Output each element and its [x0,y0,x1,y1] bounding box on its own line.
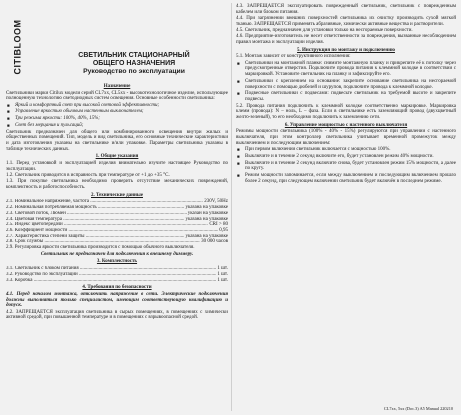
spec-row: 2.2. Номинальная потребляемая мощность ..... указана на упаковке [6,205,228,211]
dimming-item: ■ При первом включении светильник включается с мощностью 100%. [245,147,456,153]
safety-heading: 4. Требования по безопасности [82,285,152,291]
kit-row: 3.2. Руководство по эксплуатации ..... 1 шт. [6,272,228,278]
spec-row: 2.4. Цветовая температура ..... указана на упаковке [6,217,228,223]
spec-row: 2.8. Срок службы ..... 30 000 часов [6,239,228,245]
dimmer-warning: Светильник не предназначен для подключения к внешнему диммеру. [40,251,194,257]
kit-row: 3.1. Светильник с блоком питания ..... 1 шт. [6,266,228,272]
mount-item: ■ Светильники с креплением на основание: закрепите основание светильника на несгораемой поверхности с помощью дюбелей и шурупов, подключите провода к клеммной колодке. [245,79,456,90]
dimming-item: ■ Режим мощности запоминается, если между выключением и последующим включением прошло более 2 секунд, при следующем включении светильник будет включён в последнем режиме. [245,173,456,184]
spec-row: 2.1. Номинальное напряжение, частота ..... 230V, 50Hz [6,199,228,205]
feature-item: ■ Свет без мерцания и пульсаций; [15,123,228,129]
logo-text: CITIBLOOM [12,19,23,75]
feature-item: ■ Яркий и комфортный свет при высокой световой эффективности; [15,103,228,109]
safety-item: 4.5. Светильник, предназначен для установки только на несгораемые поверхности. [236,28,413,33]
feature-item: ■ Управление яркостью обычным настенным выключателем; [15,109,228,115]
dimming-item: ■ Выключите и в течение 2 секунд включите его, будет установлен режим 40% мощности. [245,154,456,160]
mount-item: ■ Светильники на монтажной планке: снимите монтажную планку и прикрепите её к потолку через предусмотренные отверстия. Подключите провода питания к клеммной колодке в соответствии с маркировкой. Установите светильник на планку и зафиксируйте его. [245,61,456,78]
title-line-1: СВЕТИЛЬНИК СТАЦИОНАРНЫЙ [78,52,190,59]
mount-item: ■ Подвесные светильники с подвесами: подвесьте светильник на требуемой высоте и закрепите подвесы. [245,91,456,102]
document-title [44,52,224,77]
kit-heading: 3. Комплектность [96,259,138,265]
dimming-item: ■ Выключите и в течение 2 секунд включите снова, будет установлен режим 15% мощности, а далее по кругу. [245,161,456,172]
title-line-3: Руководство по эксплуатации [83,68,185,76]
document-code: CL7xx, 5xx (Doc.3) A5 Manual 220210 [383,406,453,411]
dimming-list [236,147,456,184]
dimmer-note: 2.9. Регулировка яркости светильника производится с помощью обычного выключателя. [6,245,195,251]
dimming-paragraph: Режимы мощности светильника (100% - 40% - 15%) регулируются при управлении с настенного выключателя, при этом контроллер светильника учитывает временной промежуток между выключением и последующим включением: [236,129,456,146]
tech-heading: 2. Технические данные [91,192,143,198]
general-item: 1.1. Перед установкой и эксплуатацией изделия внимательно изучите настоящее Руководство по эксплуатации. [6,161,228,172]
general-item: 1.3. При покупке светильника необходимо проверить отсутствие механических повреждений, комплектность и работоспособность. [6,179,228,191]
mount-paragraph: 5.1. Монтаж зависит от конструктивного исполнения: [236,54,351,60]
general-heading: 1. Общие указания [95,154,139,160]
spec-row: 2.3. Световой поток, Люмен ..... указан на упаковке [6,211,228,217]
safety-item: 4.6. Предприятие-изготовитель не несет ответственности за повреждения, вызванные несоблюдением правил монтажа и эксплуатации изделия. [236,34,456,45]
purpose-paragraph-1: Светильники марки Citilux модели серий CL7xx, CL5xx - высокотехнологичное изделие, использующее полноценную технологию светодиодных систем освещения. Основные особенности светильника: [6,90,228,102]
feature-item: ■ Три режима яркости: 100%, 40%, 15%; [15,116,228,122]
brand-logo [6,18,30,78]
safety-item: 4.4. При загрязнении внешних поверхностей светильника их очистку производить сухой мягкой тканью. ЗАПРЕЩАЕТСЯ применять абразивные, химически активные вещества и растворители. [236,16,456,27]
spec-row: 2.6. Коэффициент мощности ..... 0,95 [6,228,228,234]
title-line-2: ОБЩЕГО НАЗНАЧЕНИЯ [92,60,176,68]
safety-item: 4.2. ЗАПРЕЩАЕТСЯ эксплуатация светильника в сырых помещениях, в помещениях с химически активной средой, при повышенной температуре и в помещениях с взрывоопасной средой. [6,309,228,321]
kit-row: 3.3. Коробка ..... 1 шт. [6,278,228,284]
right-column [236,4,456,185]
mount-list [236,61,456,103]
safety-item: 4.3. ЗАПРЕЩАЕТСЯ эксплуатировать поврежденный светильник, светильник с поврежденным кабелем или блоком питания. [236,4,456,15]
spec-row: 2.7. Характеристика степени защиты ..... указана на упаковке [6,234,228,240]
general-item: 1.2. Светильник приводится в исправность при температуре от +1 до +35 °С. [6,173,170,179]
dimming-heading: 6. Управление мощностью с настенного выключателя [284,122,408,128]
safety-item: 4.1. Перед началом монтажа, отключить напряжение в сети. Электрические подключения должны выполняться только специалистом, имеющим соответствующую квалификацию и допуск. [6,291,228,309]
spec-row: 2.5. Индекс цветопередачи ..... CRI > 80 [6,222,228,228]
left-column [6,82,228,322]
column-divider [231,3,232,411]
purpose-paragraph-2: Светильник предназначен для общего или комбинированного освещения внутри жилых и общественных помещений. Тип, модель и вид светильника, его основные технические характеристики и дата изготовления указаны на светильнике и/или упаковке. Параметры светильника указаны в таблице технических данных. [6,129,228,152]
mount-heading: 5. Инструкция по монтажу и подключению [297,47,395,53]
wiring-paragraph: 5.2. Провода питания подключить к клеммной колодке соответственно маркировке. Маркировка клемм (провода): N – ноль, L – фаза. Если в светильнике есть заземляющий провод (двухцветный желто-зеленый), то его необходимо подключить к заземлению сети. [236,103,456,121]
purpose-heading: Назначение [103,84,131,89]
features-list [6,103,228,129]
